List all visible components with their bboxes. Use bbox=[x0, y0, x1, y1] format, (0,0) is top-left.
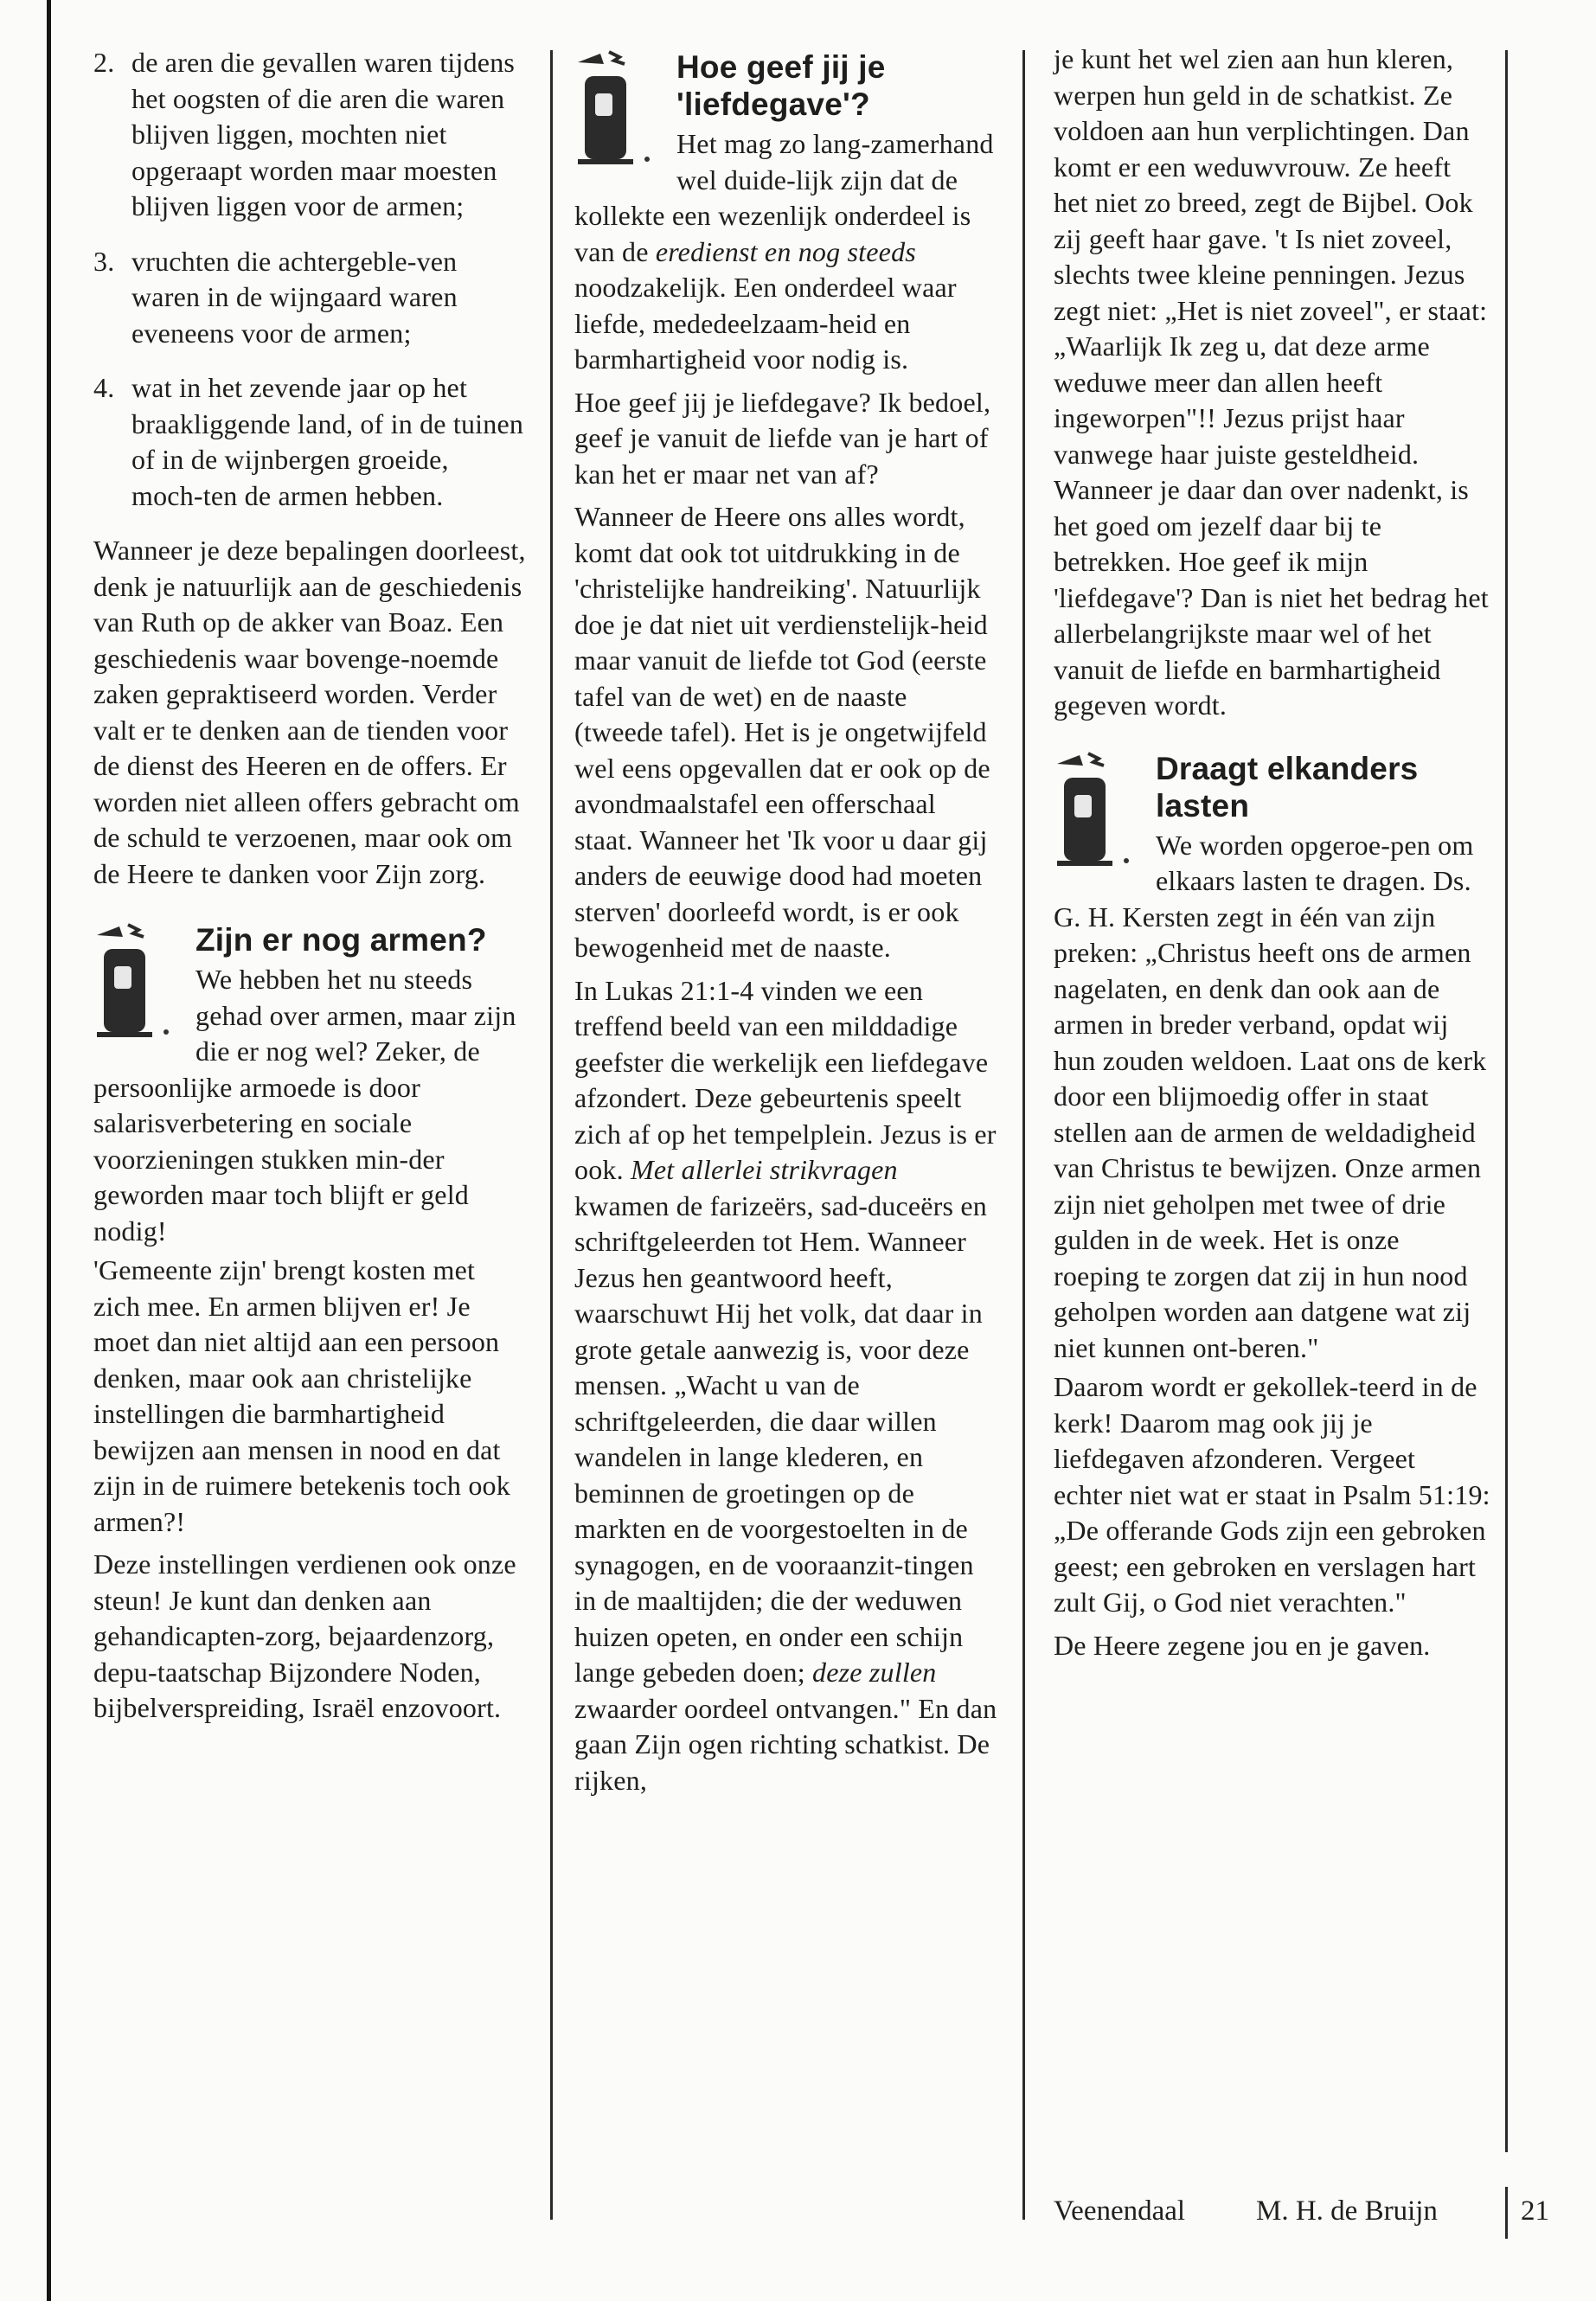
heading-line: lasten bbox=[1156, 787, 1250, 824]
paragraph bbox=[574, 973, 998, 1799]
paragraph: Daarom wordt er gekollek-teerd in de kerk! Daarom mag ook jij je liefdegaven afzonderen. Vergeet echter niet wat er staat in Psalm 51:19: „De offerande Gods zijn een gebroken geest; een gebroken en verslagen hart zult Gij, o God niet verachten." bbox=[1054, 1371, 1490, 1618]
paragraph: Wanneer de Heere ons alles wordt, komt dat ook tot uitdrukking in de 'christelijke handreiking'. Natuurlijk doe je dat niet uit verdienstelijk-heid maar vanuit de liefde tot God (eerste tafel van de wet) en de naaste (tweede tafel). Het is je ongetwijfeld wel eens opgevallen dat er ook op de avondmaalstafel een offerschaal staat. Wanneer het 'Ik voor u daar gij anders de eeuwige dood had moeten sterven' doorleefd wordt, is er ook bewogenheid met de naaste. bbox=[574, 501, 990, 963]
italic-run: eredienst en nog steeds bbox=[655, 235, 916, 267]
list-text: de aren die gevallen waren tijdens het oogsten of die aren die waren blijven liggen, mochten niet opgeraapt worden maar moesten blijven liggen voor de armen; bbox=[131, 47, 516, 221]
paragraph: 'Gemeente zijn' brengt kosten met zich mee. En armen blijven er! Je moet dan niet altijd aan een persoon denken, maar ook aan christelijke instellingen die barmhartigheid bewijzen aan mensen in nood en dat zijn in de ruimere betekenis toch ook armen?! bbox=[93, 1254, 510, 1537]
column-2 bbox=[574, 45, 998, 1805]
page-edge-rule bbox=[47, 0, 51, 2301]
collection-box-icon bbox=[1054, 747, 1147, 876]
column-rule-1 bbox=[550, 50, 553, 2220]
text-run: noodzakelijk. Een onderdeel waar liefde, mededeelzaam-heid en barmhartigheid voor nodig is. bbox=[574, 272, 957, 375]
list-item bbox=[93, 45, 526, 225]
list-item bbox=[93, 244, 526, 352]
collection-box-icon bbox=[93, 918, 187, 1048]
list-number: 2. bbox=[93, 47, 115, 78]
section-heading-block bbox=[93, 918, 526, 1249]
column-1 bbox=[93, 45, 526, 1734]
italic-run: deze zullen bbox=[812, 1657, 937, 1688]
column-rule-3 bbox=[1505, 50, 1508, 2152]
paragraph: Deze instellingen verdienen ook onze steun! Je kunt dan denken aan gehandicapten-zorg, bejaardenzorg, depu-taatschap Bijzondere Noden, bijbelverspreiding, Israël enzovoort. bbox=[93, 1548, 516, 1723]
paragraph: je kunt het wel zien aan hun kleren, werpen hun geld in de schatkist. Ze voldoen aan hun verplichtingen. Dan komt er een weduwvrouw. Ze heeft het niet zo breed, zegt de Bijbel. Ook zij geeft haar gave. 't Is niet zoveel, slechts twee kleine penningen. Jezus zegt niet: „Het is niet zoveel", er staat: „Waarlijk Ik zeg u, dat deze arme weduwe meer dan allen heeft ingeworpen"!! Jezus prijst haar vanwege haar juiste gesteldheid. Wanneer je daar dan over nadenkt, is het goed om jezelf daar bij te betrekken. Hoe geef ik mijn 'liefdegave'? Dan is niet het bedrag het allerbelangrijkste maar wel of het vanuit de liefde en barmhartigheid gegeven wordt. bbox=[1054, 43, 1489, 721]
list-number: 3. bbox=[93, 245, 115, 277]
list-item bbox=[93, 370, 526, 514]
column-3 bbox=[1054, 42, 1490, 1670]
section-heading-block bbox=[574, 45, 998, 378]
list-text: wat in het zevende jaar op het braakliggende land, of in de tuinen of in de wijnbergen groeide, moch-ten de armen hebben. bbox=[131, 372, 524, 511]
heading-line: 'liefdegave'? bbox=[676, 87, 870, 122]
list-text: vruchten die achtergeble-ven waren in de wijngaard waren eveneens voor de armen; bbox=[131, 245, 458, 349]
section-heading-block bbox=[1054, 747, 1490, 1367]
text-run: In Lukas 21:1-4 vinden we een treffend beeld van een milddadige geefster die werkelijk een liefdegave afzondert. Deze gebeurtenis speelt zich af op het tempelplein. Jezus is er ook. bbox=[574, 974, 997, 1185]
collection-box-icon bbox=[574, 45, 668, 175]
signature-author: M. H. de Bruijn bbox=[1256, 2195, 1438, 2227]
italic-run: Met allerlei strikvragen bbox=[631, 1154, 898, 1185]
paragraph: We worden opgeroe-pen om elkaars lasten te dragen. Ds. G. H. Kersten zegt in één van zijn preken: „Christus heeft ons de armen nagelaten, en denk dan ook aan de armen in breder verband, opdat wij hun zouden weldoen. Laat ons de kerk door een blijmoedig offer in staat stellen aan de armen de weldadigheid van Christus te bewijzen. Onze armen zijn niet geholpen met twee of drie gulden in de week. Het is onze roeping te zorgen dat zij in hun nood geholpen worden aan datgene wat zij niet kunnen ont-beren." bbox=[1054, 829, 1487, 1363]
page-number: 21 bbox=[1521, 2195, 1549, 2227]
column-rule-2 bbox=[1022, 50, 1025, 2220]
paragraph: De Heere zegene jou en je gaven. bbox=[1054, 1629, 1431, 1661]
list-number: 4. bbox=[93, 372, 115, 403]
text-run: kwamen de farizeërs, sad-duceërs en schriftgeleerden tot Hem. Wanneer Jezus hen geantwoord heeft, waarschuwt Hij het volk, dat daar in grote getale aanwezig is, voor deze mensen. „Wacht u van de schriftgeleerden, die daar willen wandelen in lange klederen, en beminnen de groetingen op de markten en de voorgestoelten in de synagogen, en de vooraanzit-tingen in de maaltijden; die der weduwen huizen opeten, en onder een schijn lange gebeden doen; bbox=[574, 1189, 987, 1688]
text-run: Het mag zo lang-zamerhand wel duide-lijk zijn dat de kollekte een wezenlijk onderdeel is van de bbox=[574, 128, 994, 267]
text-run: zwaarder oordeel ontvangen." En dan gaan Zijn ogen richting schatkist. De rijken, bbox=[574, 1692, 997, 1796]
paragraph: We hebben het nu steeds gehad over armen, maar zijn die er nog wel? Zeker, de persoonlijke armoede is door salarisverbetering en sociale voorzieningen stukken min-der geworden maar toch blijft er geld nodig! bbox=[93, 964, 516, 1247]
heading-line: Draagt elkanders bbox=[1156, 750, 1419, 786]
signature-place: Veenendaal bbox=[1054, 2195, 1186, 2227]
paragraph: Wanneer je deze bepalingen doorleest, denk je natuurlijk aan de geschiedenis van Ruth op de akker van Boaz. Een geschiedenis waar bovenge-noemde zaken gepraktiseerd worden. Verder valt er te denken aan de tienden voor de dienst des Heeren en de offers. Er worden niet alleen offers gebracht om de schuld te verzoenen, maar ook om de Heere te danken voor Zijn zorg. bbox=[93, 535, 526, 889]
heading-line: Hoe geef jij je bbox=[676, 49, 886, 85]
paragraph: Hoe geef jij je liefdegave? Ik bedoel, geef je vanuit de liefde van je hart of kan het er maar net van af? bbox=[574, 386, 991, 490]
page-number-rule bbox=[1505, 2187, 1508, 2239]
section-heading: Zijn er nog armen? bbox=[195, 922, 487, 958]
